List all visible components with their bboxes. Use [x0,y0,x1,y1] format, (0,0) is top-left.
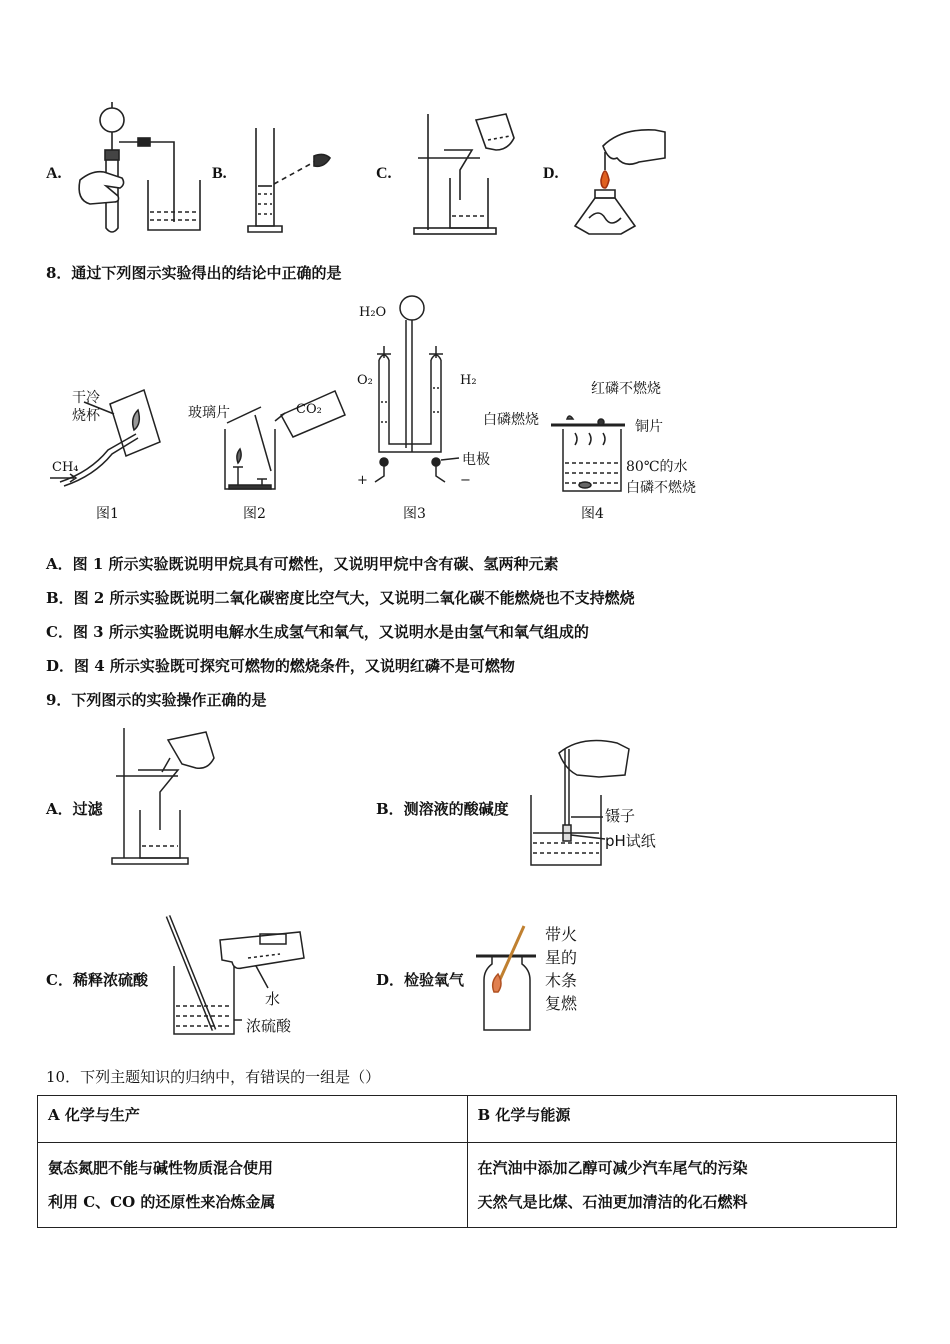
fig4-copper-label: 铜片 [635,419,663,435]
q8-stem: 8．通过下列图示实验得出的结论中正确的是 [46,264,342,282]
q9-d-tag-1: 带火 [545,925,578,944]
fig4-red-label: 红磷不燃烧 [591,381,661,397]
fig4-water-label: 80℃的水 [626,459,688,475]
table-cell-b-line-1: 在汽油中添加乙醇可减少汽车尾气的污染 [477,1159,748,1177]
q9-c-tag-water: 水 [265,990,281,1008]
fig1-gas-label: CH₄ [52,460,79,475]
q7-option-a-figure [70,100,205,240]
q7-option-c-figure [410,108,525,238]
table-cell-b-line-2: 天然气是比煤、石油更加清洁的化石燃料 [477,1193,748,1211]
fig4-white-burn-label: 白磷燃烧 [483,412,539,428]
q10-stem: 10．下列主题知识的归纳中，有错误的一组是（） [46,1068,381,1086]
q9-d-tag-3: 木条 [545,971,578,990]
table-cell-a-line-1: 氨态氮肥不能与碱性物质混合使用 [48,1159,274,1177]
fig2-caption: 图2 [243,506,266,522]
table-header-b: B 化学与能源 [467,1096,897,1143]
q9-d-tag-2: 星的 [545,948,578,967]
q8-figure-4 [545,395,635,495]
q10-knowledge-table [37,1095,897,1228]
q9-b-tag-tweezers: 镊子 [605,807,636,825]
fig3-minus-label: − [460,473,471,488]
q9-stem: 9．下列图示的实验操作正确的是 [46,691,267,709]
q9-option-d-figure [476,920,556,1035]
q7-option-d-label: D. [543,165,559,182]
fig3-water-label: H₂O [359,305,387,320]
table-row [38,1143,897,1228]
q7-option-b-figure [240,122,340,237]
q7-option-a-label: A. [46,165,62,182]
q9-option-a-figure [108,720,218,870]
q7-option-c-label: C. [376,165,392,182]
q8-option-b: B．图 2 所示实验既说明二氧化碳密度比空气大，又说明二氧化碳不能燃烧也不支持燃烧 [46,589,635,607]
q8-option-a: A．图 1 所示实验既说明甲烷具有可燃性，又说明甲烷中含有碳、氢两种元素 [46,555,559,573]
table-cell-a [38,1143,468,1228]
fig3-o2-label: O₂ [357,373,373,388]
q9-option-a-label: A．过滤 [46,800,103,818]
q9-option-c-label: C．稀释浓硫酸 [46,971,148,989]
table-cell-a-line-2: 利用 C、CO 的还原性来冶炼金属 [48,1193,276,1211]
fig3-plus-label: + [357,473,368,488]
q7-option-b-label: B. [212,165,227,182]
fig1-cup-label-2: 烧杯 [72,408,100,424]
q9-b-tag-ph-paper: pH试纸 [605,832,656,850]
fig1-caption: 图1 [96,506,119,522]
table-row [38,1096,897,1143]
q8-option-d: D．图 4 所示实验既可探究可燃物的燃烧条件，又说明红磷不是可燃物 [46,657,515,675]
q8-option-c: C．图 3 所示实验既说明电解水生成氢气和氧气，又说明水是由氢气和氧气组成的 [46,623,589,641]
fig2-gas-label: CO₂ [296,402,322,417]
table-cell-b [467,1143,897,1228]
q7-option-d-figure [565,122,675,237]
fig2-glass-label: 玻璃片 [188,405,230,421]
fig4-caption: 图4 [581,506,604,522]
fig3-caption: 图3 [403,506,426,522]
fig3-h2-label: H₂ [460,373,477,388]
fig4-white-no-label: 白磷不燃烧 [626,480,696,496]
q9-option-b-label: B．测溶液的酸碱度 [376,800,509,818]
q9-d-tag-4: 复燃 [545,994,578,1013]
q9-option-d-label: D．检验氧气 [376,971,465,989]
table-header-a: A 化学与生产 [38,1096,468,1143]
fig1-cup-label: 干冷 [72,390,100,406]
q9-c-tag-acid: 浓硫酸 [246,1017,292,1035]
fig3-electrode-label: 电极 [462,452,490,468]
